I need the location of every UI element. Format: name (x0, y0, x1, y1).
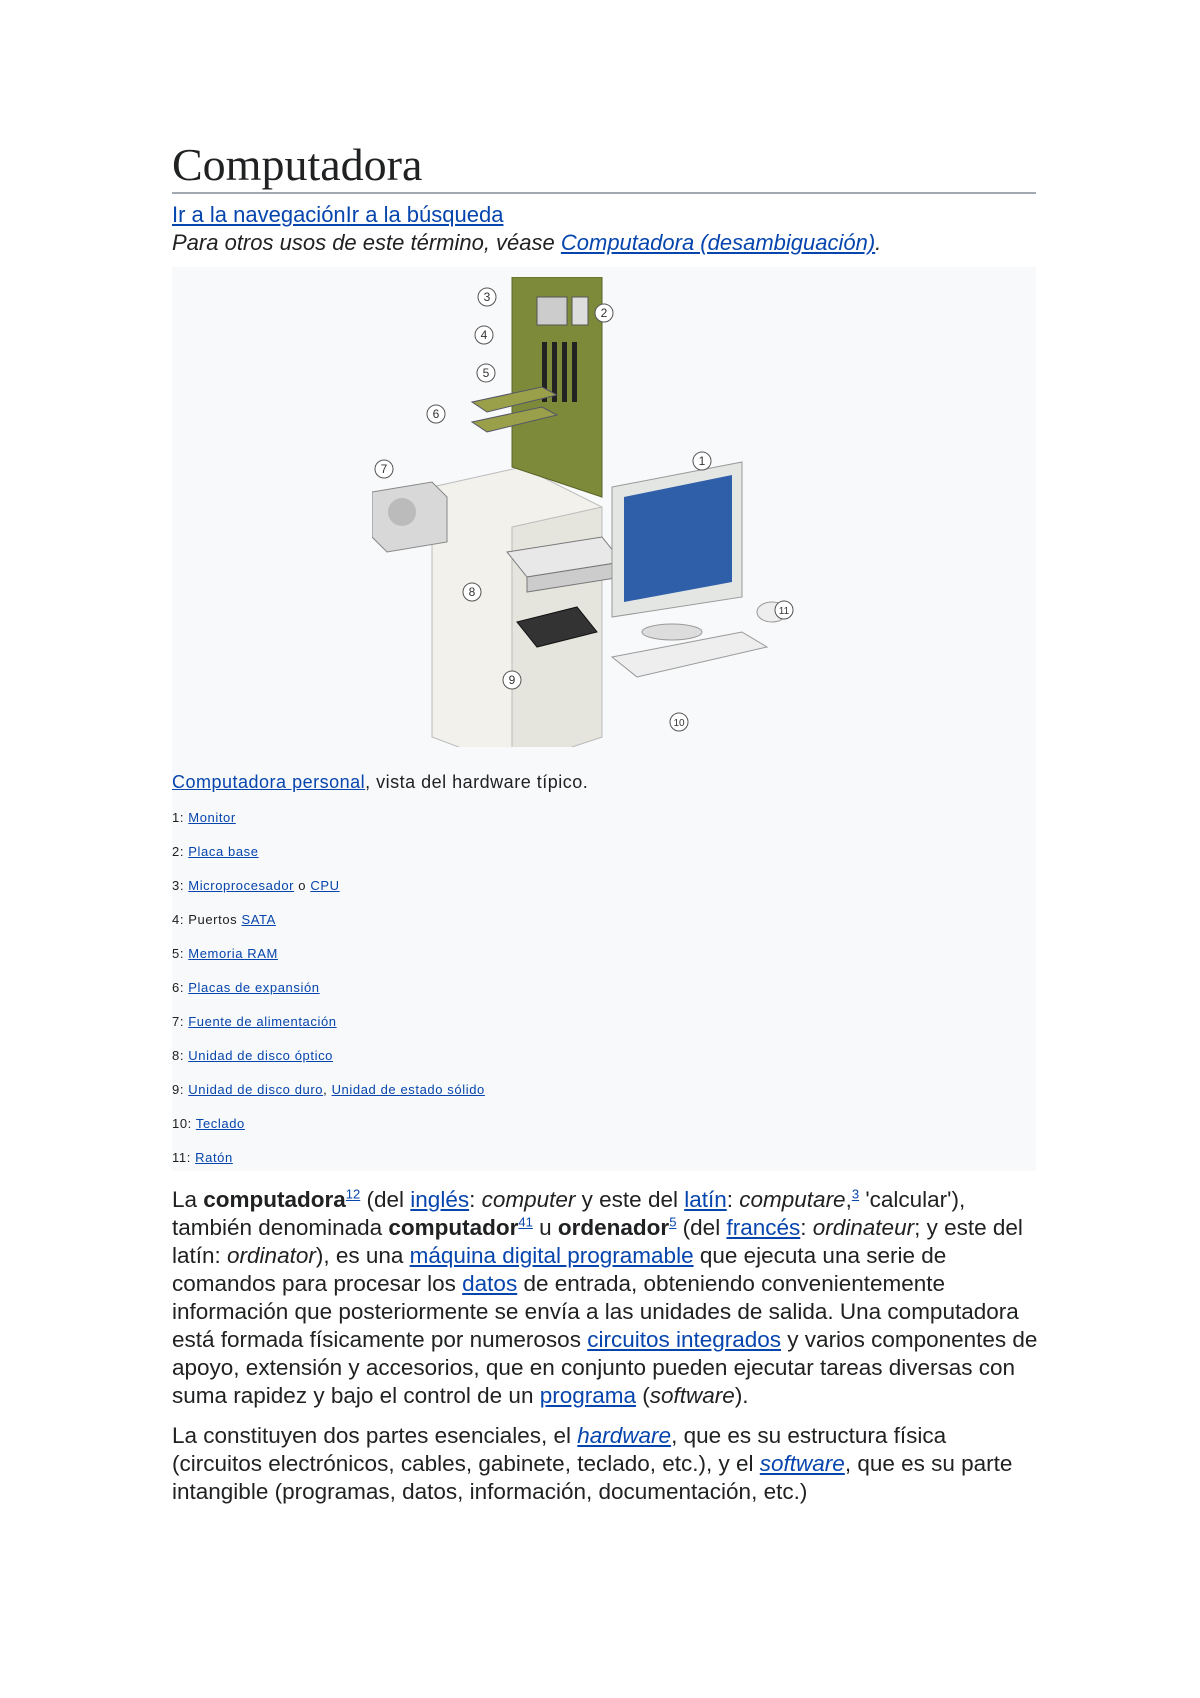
intro-paragraph (172, 1186, 1042, 1410)
inline-link[interactable]: latín (684, 1187, 727, 1212)
legend-item (172, 1014, 485, 1048)
skip-to-search-link[interactable]: Ir a la búsqueda (345, 202, 504, 227)
marker-9 (503, 671, 521, 689)
bold-term: ordenador (557, 1215, 670, 1240)
text-run: ), es una (315, 1243, 410, 1268)
text-run: de entrada, obteniendo convenientemente información que posteriormente se envía a las unidades de salida. Una computadora está formada físicamente por numerosos (172, 1271, 1019, 1352)
legend-separator: , (323, 1082, 332, 1097)
svg-text:11: 11 (778, 606, 790, 617)
legend-item (172, 1048, 485, 1082)
text-run: y varios componentes de apoyo, extensión y accesorios, que en conjunto pueden ejecutar tareas diversas con suma rapidez y bajo el control de un (172, 1327, 1038, 1408)
svg-text:2: 2 (600, 306, 608, 320)
legend-number: 8: (172, 1048, 189, 1063)
legend-item (172, 1150, 485, 1184)
citation-ref[interactable]: 1 (525, 1214, 533, 1230)
inline-link[interactable]: circuitos integrados (587, 1327, 782, 1352)
citation-ref[interactable]: 1 (345, 1186, 354, 1202)
figure-box (172, 267, 1036, 1171)
legend-number: 10: (172, 1116, 196, 1131)
legend-item (172, 1082, 485, 1116)
components-paragraph (172, 1422, 1042, 1506)
inline-link[interactable]: programa (539, 1383, 637, 1408)
inline-link[interactable]: datos (462, 1271, 518, 1296)
text-run: (del (676, 1215, 727, 1240)
legend-number: 6: (172, 980, 189, 995)
svg-text:3: 3 (483, 290, 491, 304)
hatnote (172, 230, 881, 256)
italic-text: software (759, 1451, 845, 1476)
legend-link[interactable]: Unidad de estado sólido (331, 1082, 485, 1097)
marker-2 (595, 304, 613, 322)
italic-term: computer (481, 1187, 576, 1212)
citation-ref[interactable]: 3 (851, 1186, 860, 1202)
text-run: ( (636, 1383, 650, 1408)
inline-link[interactable] (760, 1451, 845, 1476)
legend-link[interactable]: Microprocesador (188, 878, 295, 893)
svg-text:1: 1 (698, 454, 706, 468)
legend-number: 5: (172, 946, 189, 961)
legend-number: 4: Puertos (172, 912, 242, 927)
legend-number: 2: (172, 844, 189, 859)
figure-legend (172, 810, 485, 1184)
inline-link[interactable] (577, 1423, 671, 1448)
legend-number: 11: (172, 1150, 196, 1165)
legend-item (172, 810, 485, 844)
bold-term: computadora (203, 1187, 346, 1212)
svg-text:9: 9 (508, 673, 516, 687)
legend-number: 9: (172, 1082, 189, 1097)
svg-text:6: 6 (432, 407, 440, 421)
article-body (172, 1186, 1042, 1518)
legend-link[interactable]: CPU (310, 878, 340, 893)
text-run: : (800, 1215, 813, 1240)
text-run: ; y este del latín: (172, 1215, 1023, 1268)
text-run: 'calcular'), también denominada (172, 1187, 966, 1240)
italic-term: computare (739, 1187, 846, 1212)
citation-ref[interactable]: 2 (353, 1186, 361, 1202)
text-run: La (172, 1187, 204, 1212)
marker-7 (375, 460, 393, 478)
italic-term: ordinator (227, 1243, 316, 1268)
disambiguation-link[interactable]: Computadora (desambiguación) (560, 230, 876, 255)
legend-item (172, 912, 485, 946)
italic-term: software (649, 1383, 735, 1408)
legend-item (172, 980, 485, 1014)
caption-text: , vista del hardware típico. (365, 772, 589, 792)
legend-link[interactable]: Placa base (188, 844, 259, 859)
legend-separator: o (294, 878, 311, 893)
svg-text:7: 7 (380, 462, 388, 476)
text-run: (del (360, 1187, 411, 1212)
svg-text:10: 10 (673, 718, 685, 729)
marker-10 (670, 713, 688, 731)
citation-ref[interactable]: 4 (518, 1214, 526, 1230)
marker-8 (463, 583, 481, 601)
page-title: Computadora (172, 139, 423, 190)
legend-link[interactable]: Monitor (188, 810, 236, 825)
text-run: u (532, 1215, 558, 1240)
text-run: ). (734, 1383, 749, 1408)
legend-number: 1: (172, 810, 189, 825)
text-run: : (469, 1187, 482, 1212)
hatnote-end: . (875, 230, 882, 255)
marker-6 (427, 405, 445, 423)
italic-text: hardware (577, 1423, 672, 1448)
text-run: y este del (575, 1187, 685, 1212)
legend-link[interactable]: Fuente de alimentación (188, 1014, 337, 1029)
marker-11 (775, 601, 793, 619)
caption-link[interactable]: Computadora personal (172, 772, 366, 792)
computer-hardware-illustration[interactable] (372, 277, 832, 747)
legend-link[interactable]: Placas de expansión (188, 980, 320, 995)
text-run: , (845, 1187, 852, 1212)
inline-link[interactable]: francés (726, 1215, 801, 1240)
text-run: , que es su parte intangible (programas, datos, información, documentación, etc.) (172, 1451, 1013, 1504)
legend-link[interactable]: Unidad de disco duro (188, 1082, 324, 1097)
text-run: La constituyen dos partes esenciales, el (172, 1423, 578, 1448)
legend-item (172, 1116, 485, 1150)
inline-link[interactable]: inglés (410, 1187, 470, 1212)
svg-text:5: 5 (482, 366, 490, 380)
legend-link[interactable]: Ratón (195, 1150, 233, 1165)
legend-link[interactable]: Memoria RAM (188, 946, 278, 961)
marker-3 (478, 288, 496, 306)
marker-1 (693, 452, 711, 470)
citation-ref[interactable]: 5 (669, 1214, 677, 1230)
legend-link[interactable]: Unidad de disco óptico (188, 1048, 333, 1063)
hatnote-text: Para otros usos de este término, véase (172, 230, 561, 255)
inline-link[interactable]: máquina digital programable (409, 1243, 694, 1268)
italic-term: ordinateur (812, 1215, 915, 1240)
legend-link[interactable]: SATA (241, 912, 276, 927)
title-divider (172, 192, 1036, 194)
legend-item (172, 946, 485, 980)
legend-link[interactable]: Teclado (195, 1116, 245, 1131)
text-run: que ejecuta una serie de comandos para procesar los (172, 1243, 947, 1296)
bold-term: computador (388, 1215, 519, 1240)
svg-text:8: 8 (468, 585, 476, 599)
skip-to-navigation-link[interactable]: Ir a la navegación (172, 202, 346, 227)
marker-4 (475, 326, 493, 344)
text-run: : (726, 1187, 740, 1212)
marker-5 (477, 364, 495, 382)
figure-caption (172, 772, 588, 793)
legend-item (172, 844, 485, 878)
legend-number: 3: (172, 878, 189, 893)
legend-number: 7: (172, 1014, 189, 1029)
svg-text:4: 4 (480, 328, 488, 342)
text-run: , que es su estructura física (circuitos electrónicos, cables, gabinete, teclado, etc.), y el (172, 1423, 947, 1476)
skip-links (172, 202, 503, 228)
legend-item (172, 878, 485, 912)
